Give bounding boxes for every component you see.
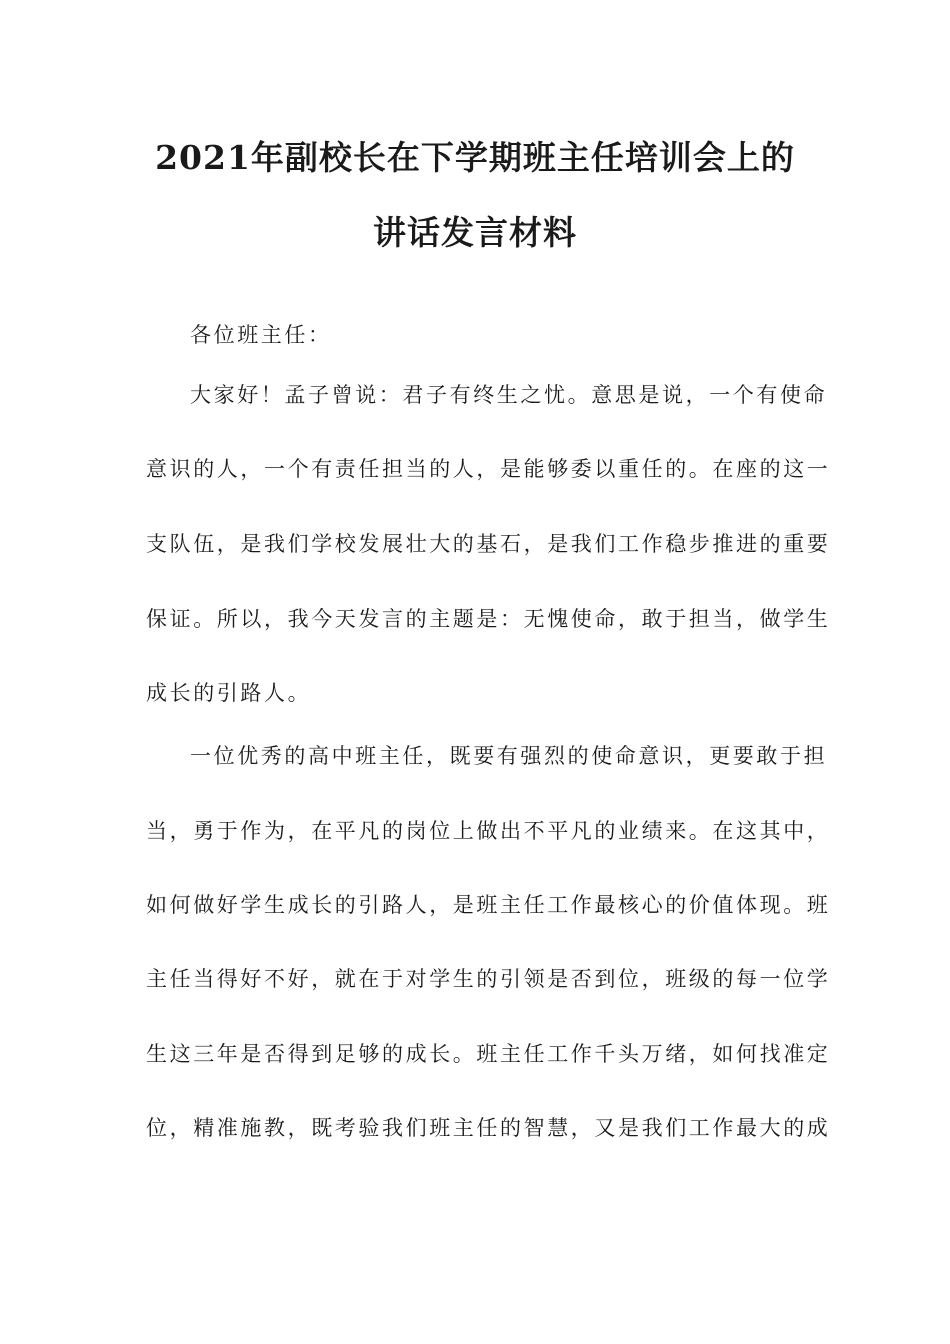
paragraph-2-line-1: 一位优秀的高中班主任，既要有强烈的使命意识，更要敢于担 [190,744,828,768]
paragraph-1-line-1: 大家好！孟子曾说：君子有终生之忧。意思是说，一个有使命 [190,383,828,407]
paragraph-2-line-3: 如何做好学生成长的引路人，是班主任工作最核心的价值体现。班 [146,893,831,917]
document-title-line-2: 讲话发言材料 [373,213,577,252]
paragraph-1-line-5: 成长的引路人。 [146,681,312,705]
salutation: 各位班主任： [190,323,332,347]
paragraph-2-line-4: 主任当得好不好，就在于对学生的引领是否到位，班级的每一位学 [146,967,831,991]
paragraph-2-line-2: 当，勇于作为，在平凡的岗位上做出不平凡的业绩来。在这其中， [146,819,831,843]
document-title-line-1: 2021年副校长在下学期班主任培训会上的 [155,138,795,177]
paragraph-2-line-5: 生这三年是否得到足够的成长。班主任工作千头万绪，如何找准定 [146,1042,831,1066]
paragraph-2-line-6: 位，精准施教，既考验我们班主任的智慧，又是我们工作最大的成 [146,1116,831,1140]
paragraph-1-line-3: 支队伍，是我们学校发展壮大的基石，是我们工作稳步推进的重要 [146,532,831,556]
paragraph-1-line-4: 保证。所以，我今天发言的主题是：无愧使命，敢于担当，做学生 [146,607,831,631]
paragraph-1-line-2: 意识的人，一个有责任担当的人，是能够委以重任的。在座的这一 [146,457,831,481]
